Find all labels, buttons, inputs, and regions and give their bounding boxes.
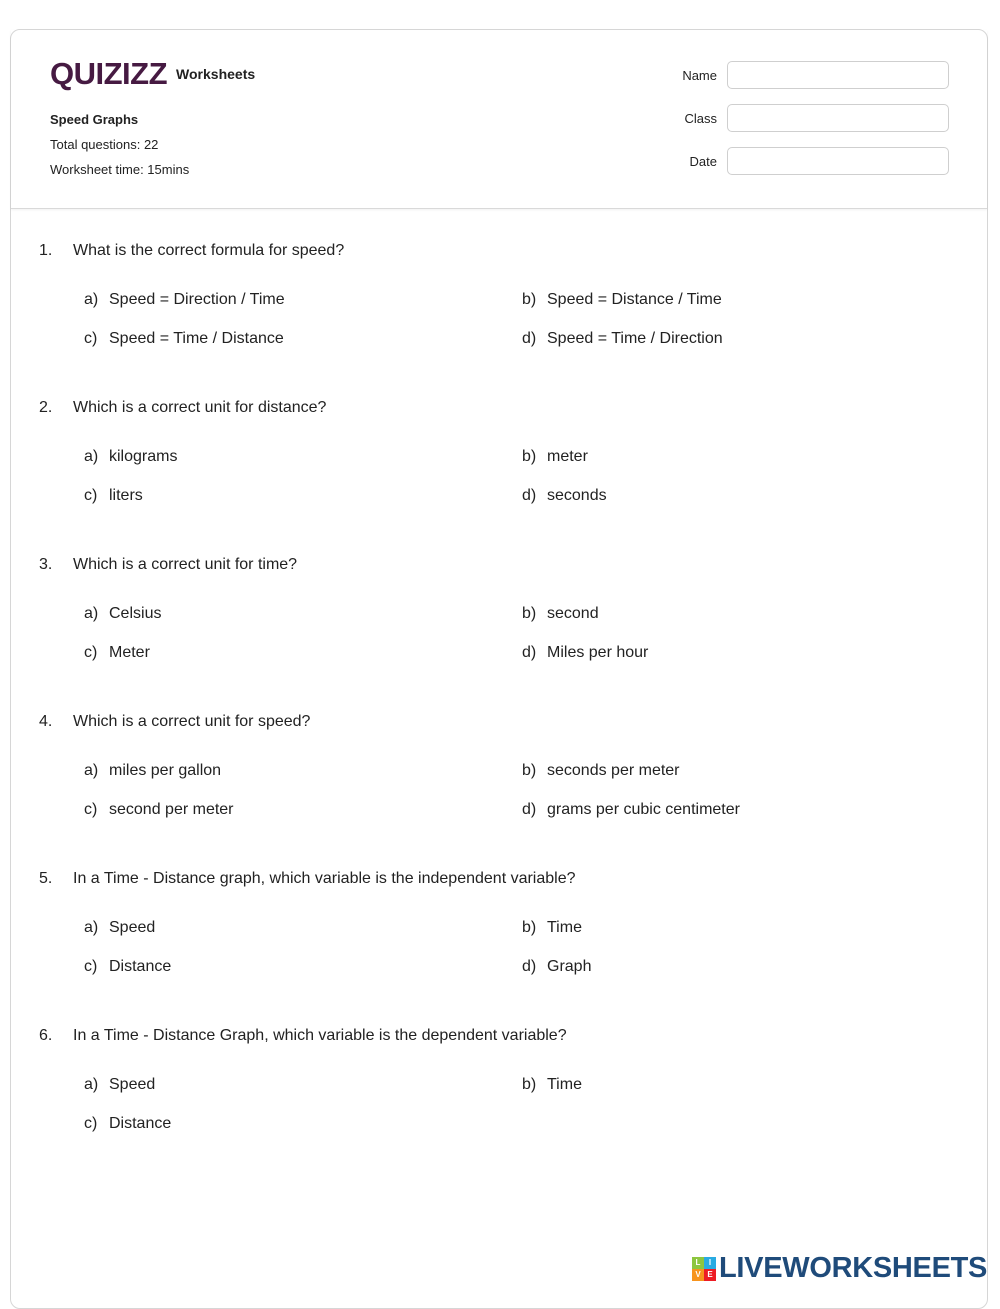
option-letter: c) [84,1115,98,1132]
class-field-row [651,104,949,132]
class-input[interactable] [727,104,949,132]
question-number: 6. [39,1027,53,1044]
liveworksheets-wordmark: LIVEWORKSHEETS [719,1252,988,1284]
date-field-row [651,147,949,175]
option-text: kilograms [109,448,178,465]
question-text: In a Time - Distance graph, which variable is the independent variable? [73,870,576,887]
option-letter: c) [84,330,98,347]
option-letter: d) [522,644,537,661]
option-text: second [547,605,599,622]
option-a[interactable] [84,762,221,780]
option-c[interactable] [84,958,171,976]
name-input[interactable] [727,61,949,89]
option-letter: a) [84,605,99,622]
badge-letter-v: V [692,1269,704,1281]
option-a[interactable] [84,1076,155,1094]
option-d[interactable] [522,330,723,348]
option-letter: c) [84,487,98,504]
worksheet-time: Worksheet time: 15mins [50,162,190,177]
option-text: second per meter [109,801,234,818]
option-letter: b) [522,448,537,465]
question-text: Which is a correct unit for distance? [73,399,327,416]
option-text: Speed = Distance / Time [547,291,722,308]
badge-letter-l: L [692,1257,704,1269]
option-a[interactable] [84,448,177,466]
total-questions: Total questions: 22 [50,137,159,152]
option-letter: a) [84,448,99,465]
option-letter: b) [522,605,537,622]
option-c[interactable] [84,1115,171,1133]
option-letter: d) [522,487,537,504]
option-text: miles per gallon [109,762,222,779]
option-text: Meter [109,644,150,661]
option-b[interactable] [522,762,680,780]
option-letter: a) [84,762,99,779]
option-b[interactable] [522,919,582,937]
option-d[interactable] [522,644,648,662]
option-text: Distance [109,1115,172,1132]
option-d[interactable] [522,801,740,819]
brand [50,58,255,89]
option-letter: d) [522,330,537,347]
option-a[interactable] [84,919,155,937]
question-text: Which is a correct unit for speed? [73,713,311,730]
question-number: 1. [39,242,53,259]
option-text: Time [547,919,582,936]
question-text: What is the correct formula for speed? [73,242,345,259]
option-text: Speed = Time / Distance [109,330,284,347]
option-b[interactable] [522,605,599,623]
class-label: Class [684,110,717,126]
option-b[interactable] [522,1076,582,1094]
question-number: 2. [39,399,53,416]
option-text: Speed = Direction / Time [109,291,285,308]
option-letter: a) [84,291,99,308]
badge-letter-i: I [704,1257,716,1269]
option-text: seconds [547,487,607,504]
option-c[interactable] [84,644,150,662]
worksheet-header [11,30,987,209]
question-number: 3. [39,556,53,573]
option-text: Time [547,1076,582,1093]
option-b[interactable] [522,448,588,466]
name-field-row [651,61,949,89]
option-d[interactable] [522,958,591,976]
option-text: Celsius [109,605,162,622]
brand-subtitle: Worksheets [176,65,256,82]
quizizz-logo: QUIZIZZ [50,56,168,91]
option-text: Speed [109,919,156,936]
option-text: Graph [547,958,592,975]
option-letter: b) [522,291,537,308]
question-number: 5. [39,870,53,887]
option-letter: c) [84,644,98,661]
option-text: Distance [109,958,172,975]
option-a[interactable] [84,605,161,623]
option-d[interactable] [522,487,607,505]
question-number: 4. [39,713,53,730]
option-letter: b) [522,919,537,936]
liveworksheets-logo [692,1254,987,1283]
option-letter: a) [84,1076,99,1093]
option-letter: c) [84,801,98,818]
option-text: Miles per hour [547,644,649,661]
badge-letter-e: E [704,1269,716,1281]
question-text: Which is a correct unit for time? [73,556,298,573]
option-letter: d) [522,958,537,975]
option-a[interactable] [84,291,285,309]
date-input[interactable] [727,147,949,175]
option-letter: b) [522,1076,537,1093]
live-badge-icon [692,1257,716,1281]
option-c[interactable] [84,801,234,819]
option-letter: a) [84,919,99,936]
question-text: In a Time - Distance Graph, which variable is the dependent variable? [73,1027,567,1044]
option-c[interactable] [84,330,284,348]
option-text: Speed = Time / Direction [547,330,723,347]
option-letter: d) [522,801,537,818]
name-label: Name [682,67,717,83]
option-c[interactable] [84,487,143,505]
date-label: Date [689,153,717,169]
option-text: meter [547,448,588,465]
option-b[interactable] [522,291,722,309]
option-text: seconds per meter [547,762,680,779]
option-text: liters [109,487,143,504]
option-text: grams per cubic centimeter [547,801,740,818]
option-letter: c) [84,958,98,975]
worksheet-title: Speed Graphs [50,112,139,127]
option-letter: b) [522,762,537,779]
option-text: Speed [109,1076,156,1093]
